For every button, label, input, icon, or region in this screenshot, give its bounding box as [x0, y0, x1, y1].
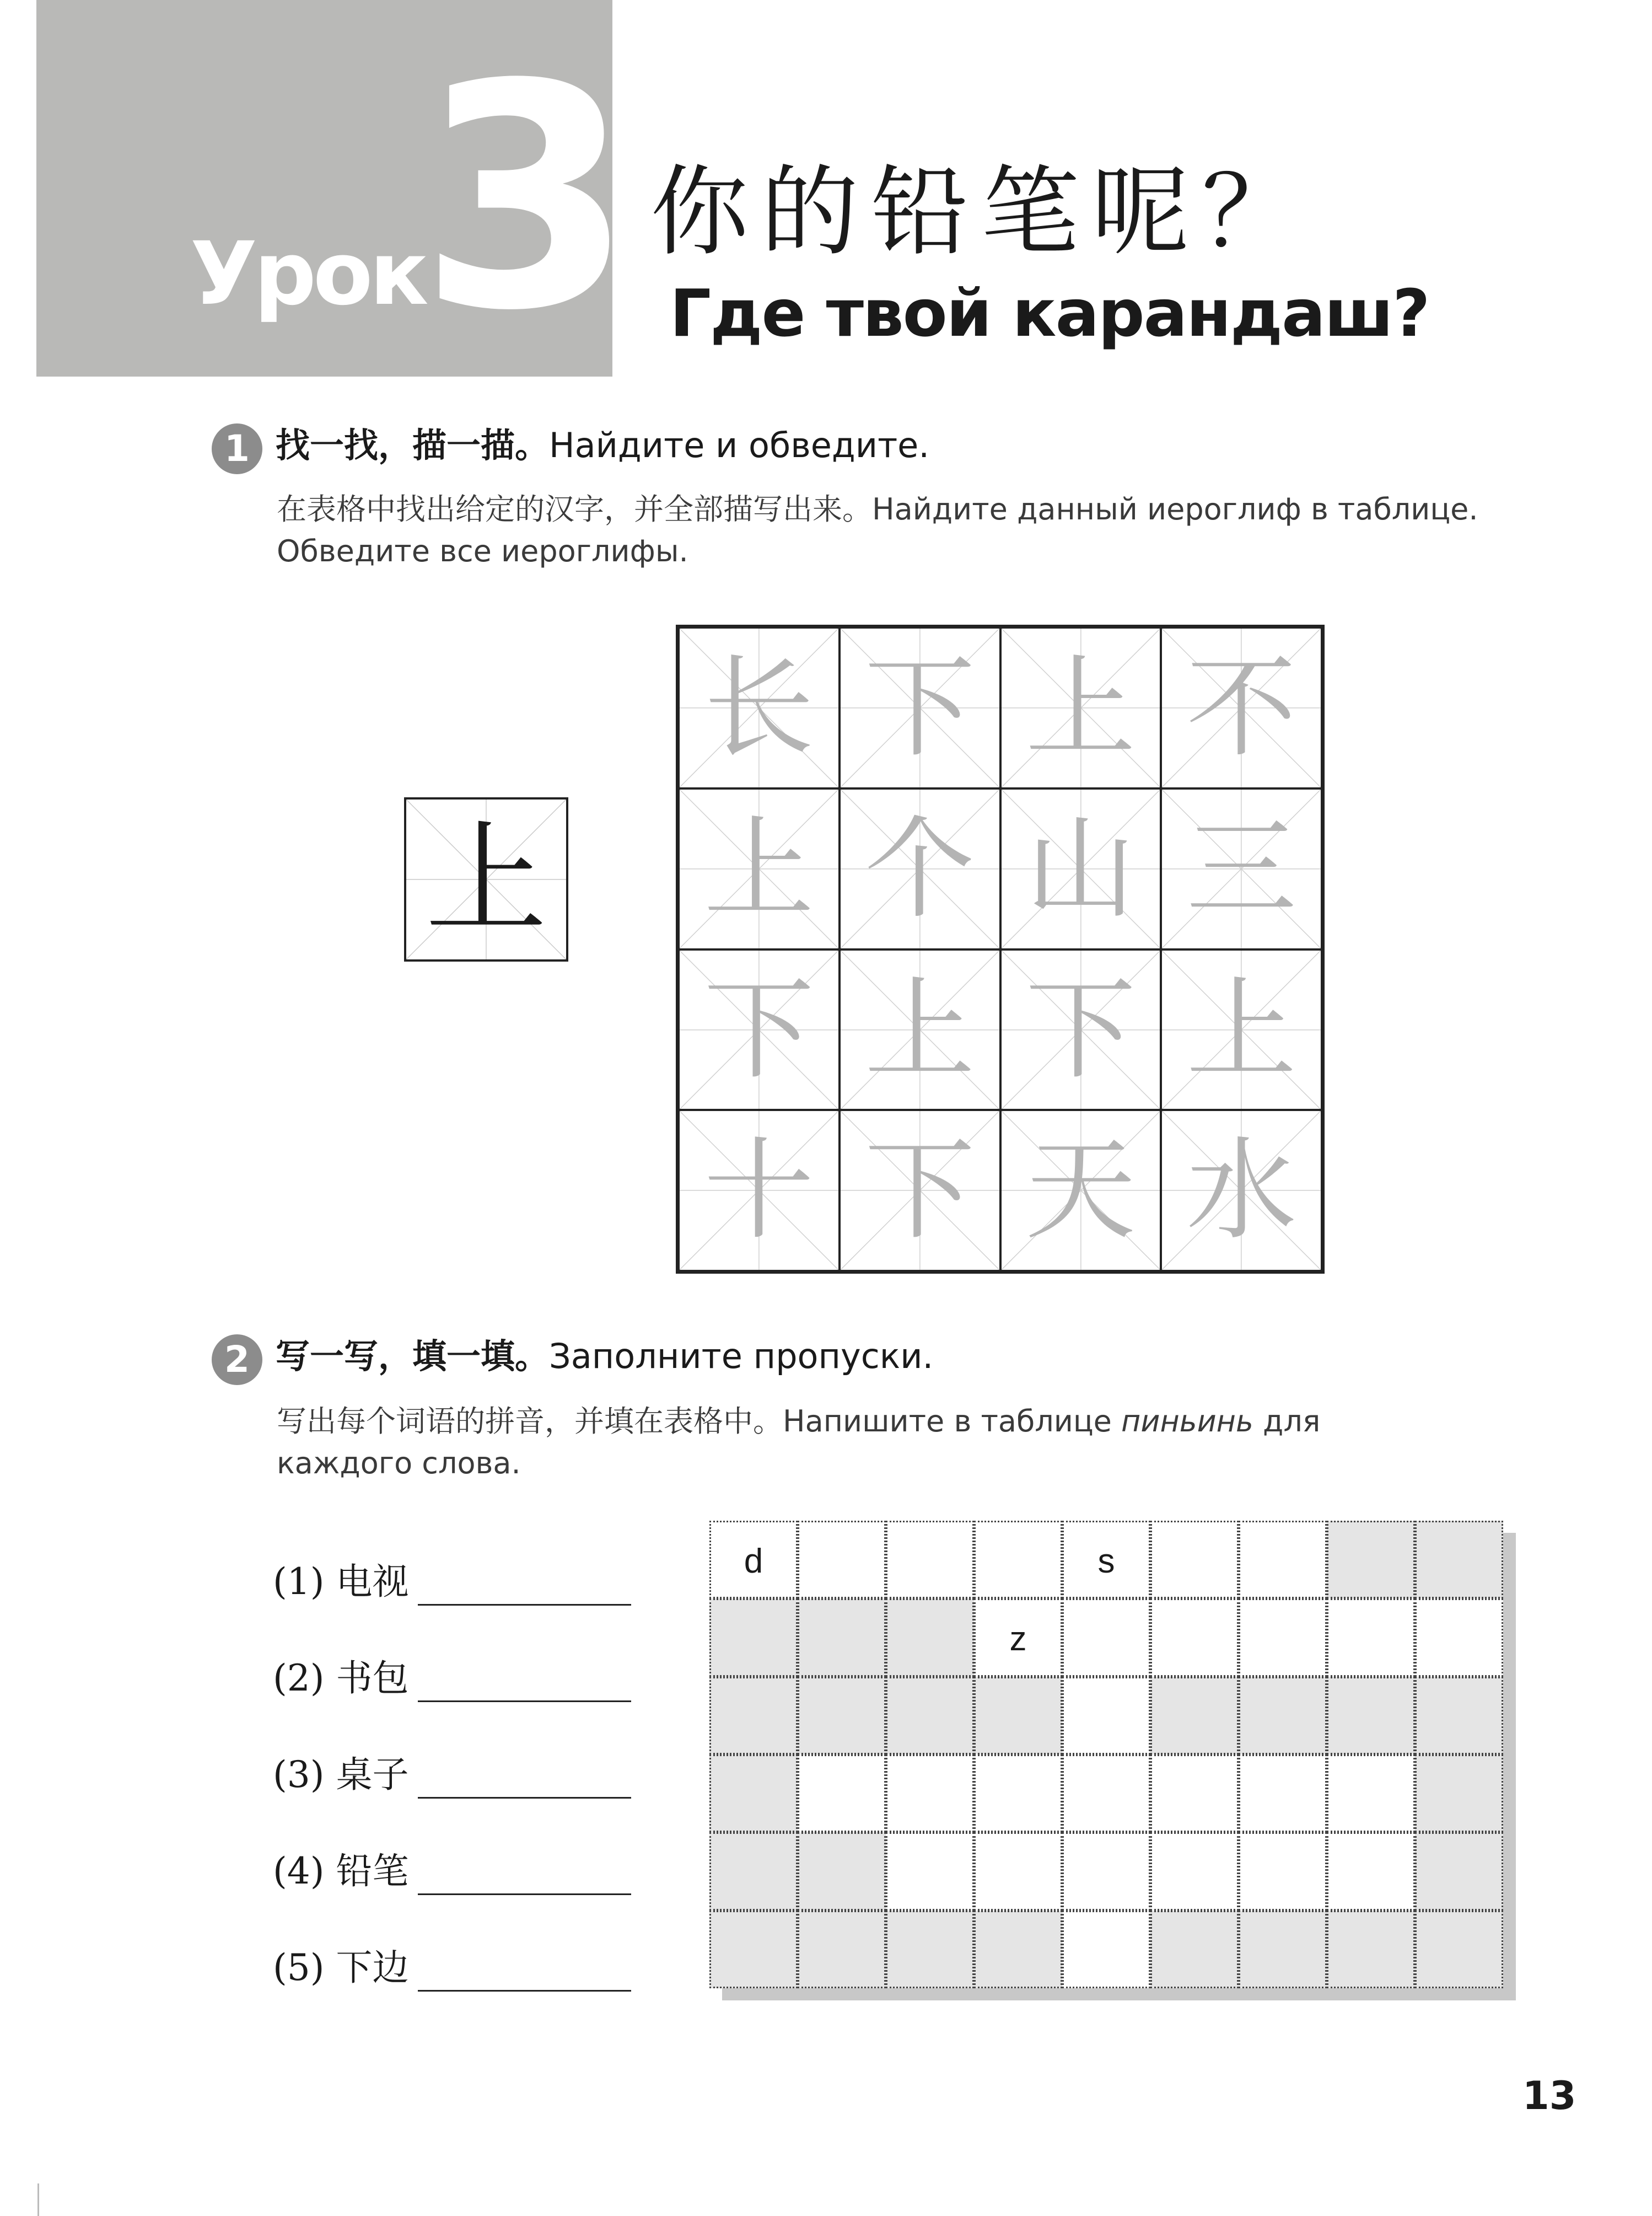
pinyin-cell — [1415, 1754, 1503, 1832]
pinyin-cell — [798, 1677, 886, 1754]
pinyin-letter — [1328, 1522, 1413, 1597]
pinyin-cell — [1327, 1677, 1415, 1754]
pinyin-letter: s — [1097, 1542, 1115, 1580]
grid-character: 三 — [1186, 804, 1297, 933]
word-item-1 — [273, 1549, 631, 1610]
answer-line[interactable] — [418, 1893, 631, 1895]
pinyin-letter — [887, 1600, 972, 1675]
pinyin-letter — [799, 1522, 884, 1597]
grid-cell[interactable] — [1161, 949, 1322, 1110]
grid-character: 天 — [1025, 1126, 1136, 1255]
word-label: (2) 书包 — [273, 1657, 409, 1699]
exercise-2-badge: 2 — [212, 1334, 262, 1385]
grid-cell[interactable] — [840, 949, 1000, 1110]
grid-character: 下 — [1025, 965, 1136, 1094]
lesson-title-russian: Где твой карандаш? — [670, 275, 1429, 351]
pinyin-letter — [1328, 1756, 1413, 1831]
pinyin-cell[interactable] — [1239, 1754, 1327, 1832]
pinyin-cell — [709, 1832, 798, 1910]
pinyin-letter — [799, 1912, 884, 1987]
word-item-2 — [273, 1646, 631, 1707]
pinyin-cell[interactable] — [886, 1832, 974, 1910]
grid-cell[interactable] — [679, 788, 840, 949]
grid-cell[interactable] — [1161, 627, 1322, 788]
pinyin-cell — [798, 1911, 886, 1988]
grid-character: 下 — [864, 1126, 975, 1255]
grid-character: 下 — [703, 965, 814, 1094]
pinyin-cell — [974, 1677, 1062, 1754]
pinyin-letter — [976, 1678, 1061, 1753]
pinyin-cell — [886, 1911, 974, 1988]
pinyin-cell — [798, 1832, 886, 1910]
pinyin-letter — [1417, 1678, 1502, 1753]
grid-character: 个 — [864, 804, 975, 933]
exercise-2-instruction-pinyin: пиньинь — [1121, 1404, 1253, 1439]
exercise-2-instruction-russian-post: для каждого слова. — [277, 1404, 1321, 1480]
lesson-title-chinese: 你的铅笔呢？ — [650, 155, 1312, 269]
page-number: 13 — [1522, 2073, 1576, 2118]
pinyin-letter — [1064, 1678, 1149, 1753]
pinyin-letter — [711, 1678, 796, 1753]
exercise-2-instruction — [277, 1401, 1434, 1484]
pinyin-letter — [1240, 1600, 1325, 1675]
pinyin-cell[interactable] — [1062, 1832, 1150, 1910]
pinyin-cell — [1150, 1677, 1239, 1754]
pinyin-cell — [1239, 1677, 1327, 1754]
pinyin-crossword-grid — [709, 1521, 1503, 1988]
grid-cell[interactable] — [679, 627, 840, 788]
pinyin-cell — [974, 1911, 1062, 1988]
pinyin-letter — [1152, 1522, 1237, 1597]
grid-character: 下 — [864, 644, 975, 772]
pinyin-letter — [1417, 1912, 1502, 1987]
pinyin-letter — [976, 1522, 1061, 1597]
pinyin-letter — [711, 1912, 796, 1987]
exercise-2-title — [276, 1334, 933, 1378]
pinyin-cell[interactable] — [1062, 1911, 1150, 1988]
grid-character: 水 — [1186, 1126, 1297, 1255]
pinyin-letter — [799, 1756, 884, 1831]
pinyin-letter — [1152, 1600, 1237, 1675]
pinyin-cell[interactable] — [1327, 1598, 1415, 1676]
exercise-1-title — [276, 423, 929, 468]
pinyin-cell — [709, 1754, 798, 1832]
pinyin-cell — [886, 1598, 974, 1676]
pinyin-cell[interactable] — [974, 1754, 1062, 1832]
pinyin-letter — [1064, 1834, 1149, 1908]
exercise-1-instruction — [277, 489, 1578, 572]
pinyin-cell — [709, 1598, 798, 1676]
pinyin-cell[interactable] — [1415, 1598, 1503, 1676]
target-character-box — [404, 797, 568, 962]
pinyin-letter — [711, 1834, 796, 1908]
pinyin-letter: z — [1009, 1620, 1027, 1659]
pinyin-cell[interactable] — [1062, 1598, 1150, 1676]
grid-cell[interactable] — [1161, 1110, 1322, 1271]
pinyin-letter — [711, 1600, 796, 1675]
pinyin-cell[interactable] — [709, 1521, 798, 1598]
grid-character: 上 — [864, 965, 975, 1094]
pinyin-cell[interactable] — [798, 1754, 886, 1832]
grid-character: 不 — [1186, 644, 1297, 772]
exercise-1-instruction-chinese: 在表格中找出给定的汉字，并全部描写出来。 — [277, 492, 872, 527]
pinyin-letter: d — [744, 1542, 763, 1580]
lesson-word: Урок — [190, 223, 426, 325]
pinyin-cell — [1150, 1911, 1239, 1988]
grid-cell[interactable] — [679, 1110, 840, 1271]
pinyin-cell[interactable] — [974, 1598, 1062, 1676]
pinyin-letter — [887, 1834, 972, 1908]
grid-character: 十 — [703, 1126, 814, 1255]
pinyin-letter — [799, 1600, 884, 1675]
pinyin-letter — [887, 1522, 972, 1597]
grid-cell[interactable] — [1161, 788, 1322, 949]
grid-cell[interactable] — [840, 788, 1000, 949]
pinyin-letter — [1064, 1912, 1149, 1987]
grid-character: 长 — [703, 644, 814, 772]
pinyin-cell[interactable] — [1150, 1521, 1239, 1598]
pinyin-letter — [1152, 1678, 1237, 1753]
word-label: (3) 桌子 — [273, 1753, 409, 1796]
pinyin-cell[interactable] — [798, 1521, 886, 1598]
exercise-2-instruction-russian-pre: Напишите в таблице — [783, 1404, 1122, 1439]
answer-line[interactable] — [418, 1700, 631, 1702]
pinyin-letter — [1064, 1600, 1149, 1675]
pinyin-cell[interactable] — [974, 1832, 1062, 1910]
pinyin-letter — [1152, 1912, 1237, 1987]
target-character: 上 — [425, 809, 547, 950]
grid-character: 山 — [1025, 804, 1136, 933]
exercise-2-title-chinese: 写一写，填一填。 — [276, 1336, 550, 1376]
pinyin-letter — [1152, 1756, 1237, 1831]
exercise-1-badge: 1 — [212, 423, 262, 474]
pinyin-letter — [1417, 1834, 1502, 1908]
pinyin-cell — [1327, 1911, 1415, 1988]
pinyin-letter — [1240, 1834, 1325, 1908]
pinyin-letter — [887, 1678, 972, 1753]
pinyin-letter — [1240, 1756, 1325, 1831]
grid-cell[interactable] — [1000, 627, 1161, 788]
pinyin-letter — [1152, 1834, 1237, 1908]
pinyin-letter — [1328, 1834, 1413, 1908]
pinyin-cell[interactable] — [1239, 1521, 1327, 1598]
word-item-4 — [273, 1839, 631, 1900]
pinyin-cell[interactable] — [1150, 1832, 1239, 1910]
pinyin-letter — [1064, 1756, 1149, 1831]
grid-cell[interactable] — [1000, 788, 1161, 949]
grid-character: 上 — [703, 804, 814, 933]
pinyin-cell[interactable] — [1239, 1598, 1327, 1676]
pinyin-letter — [887, 1756, 972, 1831]
grid-character: 上 — [1025, 644, 1136, 772]
grid-cell[interactable] — [840, 1110, 1000, 1271]
pinyin-letter — [1328, 1600, 1413, 1675]
pinyin-letter — [1240, 1678, 1325, 1753]
pinyin-cell — [709, 1677, 798, 1754]
pinyin-letter — [976, 1834, 1061, 1908]
pinyin-letter — [1328, 1912, 1413, 1987]
pinyin-cell — [1415, 1521, 1503, 1598]
pinyin-cell — [886, 1677, 974, 1754]
pinyin-cell[interactable] — [1239, 1832, 1327, 1910]
grid-cell[interactable] — [679, 949, 840, 1110]
pinyin-cell[interactable] — [886, 1521, 974, 1598]
pinyin-cell — [1327, 1521, 1415, 1598]
pinyin-letter — [887, 1912, 972, 1987]
pinyin-cell[interactable] — [1062, 1677, 1150, 1754]
pinyin-letter — [1417, 1522, 1502, 1597]
pinyin-cell — [1239, 1911, 1327, 1988]
word-item-5 — [273, 1935, 631, 1996]
exercise-2-instruction-chinese: 写出每个词语的拼音，并填在表格中。 — [277, 1404, 783, 1439]
pinyin-cell — [798, 1598, 886, 1676]
answer-line[interactable] — [418, 1797, 631, 1799]
grid-character: 上 — [1186, 965, 1297, 1094]
pinyin-cell[interactable] — [1062, 1754, 1150, 1832]
margin-mark — [37, 2183, 39, 2216]
pinyin-letter — [711, 1756, 796, 1831]
word-label: (4) 铅笔 — [273, 1850, 409, 1892]
pinyin-cell[interactable] — [1062, 1521, 1150, 1598]
character-search-grid — [676, 625, 1325, 1274]
pinyin-cell — [1415, 1677, 1503, 1754]
pinyin-letter — [799, 1834, 884, 1908]
word-item-3 — [273, 1742, 631, 1803]
pinyin-cell[interactable] — [974, 1521, 1062, 1598]
pinyin-letter — [799, 1678, 884, 1753]
word-label: (1) 电视 — [273, 1560, 409, 1603]
pinyin-letter — [1240, 1522, 1325, 1597]
answer-line[interactable] — [418, 1604, 631, 1606]
grid-cell[interactable] — [840, 627, 1000, 788]
pinyin-cell[interactable] — [1150, 1754, 1239, 1832]
pinyin-cell — [709, 1911, 798, 1988]
lesson-number: 3 — [419, 19, 634, 378]
exercise-2-title-russian: Заполните пропуски. — [549, 1336, 934, 1376]
answer-line[interactable] — [418, 1990, 631, 1992]
pinyin-letter — [1240, 1912, 1325, 1987]
pinyin-cell[interactable] — [1327, 1754, 1415, 1832]
word-label: (5) 下边 — [273, 1946, 409, 1989]
pinyin-cell[interactable] — [886, 1754, 974, 1832]
pinyin-cell — [1415, 1832, 1503, 1910]
pinyin-letter — [976, 1756, 1061, 1831]
pinyin-letter — [1328, 1678, 1413, 1753]
pinyin-cell — [1415, 1911, 1503, 1988]
pinyin-letter — [1417, 1756, 1502, 1831]
exercise-1-title-russian: Найдите и обведите. — [549, 425, 930, 465]
grid-cell[interactable] — [1000, 949, 1161, 1110]
pinyin-letter — [976, 1912, 1061, 1987]
pinyin-letter — [1417, 1600, 1502, 1675]
pinyin-cell[interactable] — [1327, 1832, 1415, 1910]
grid-cell[interactable] — [1000, 1110, 1161, 1271]
exercise-1-title-chinese: 找一找，描一描。 — [276, 425, 550, 465]
pinyin-cell[interactable] — [1150, 1598, 1239, 1676]
exercise-1-instruction-russian: Найдите данный иероглиф в таблице. Обведите все иероглифы. — [277, 492, 1478, 568]
